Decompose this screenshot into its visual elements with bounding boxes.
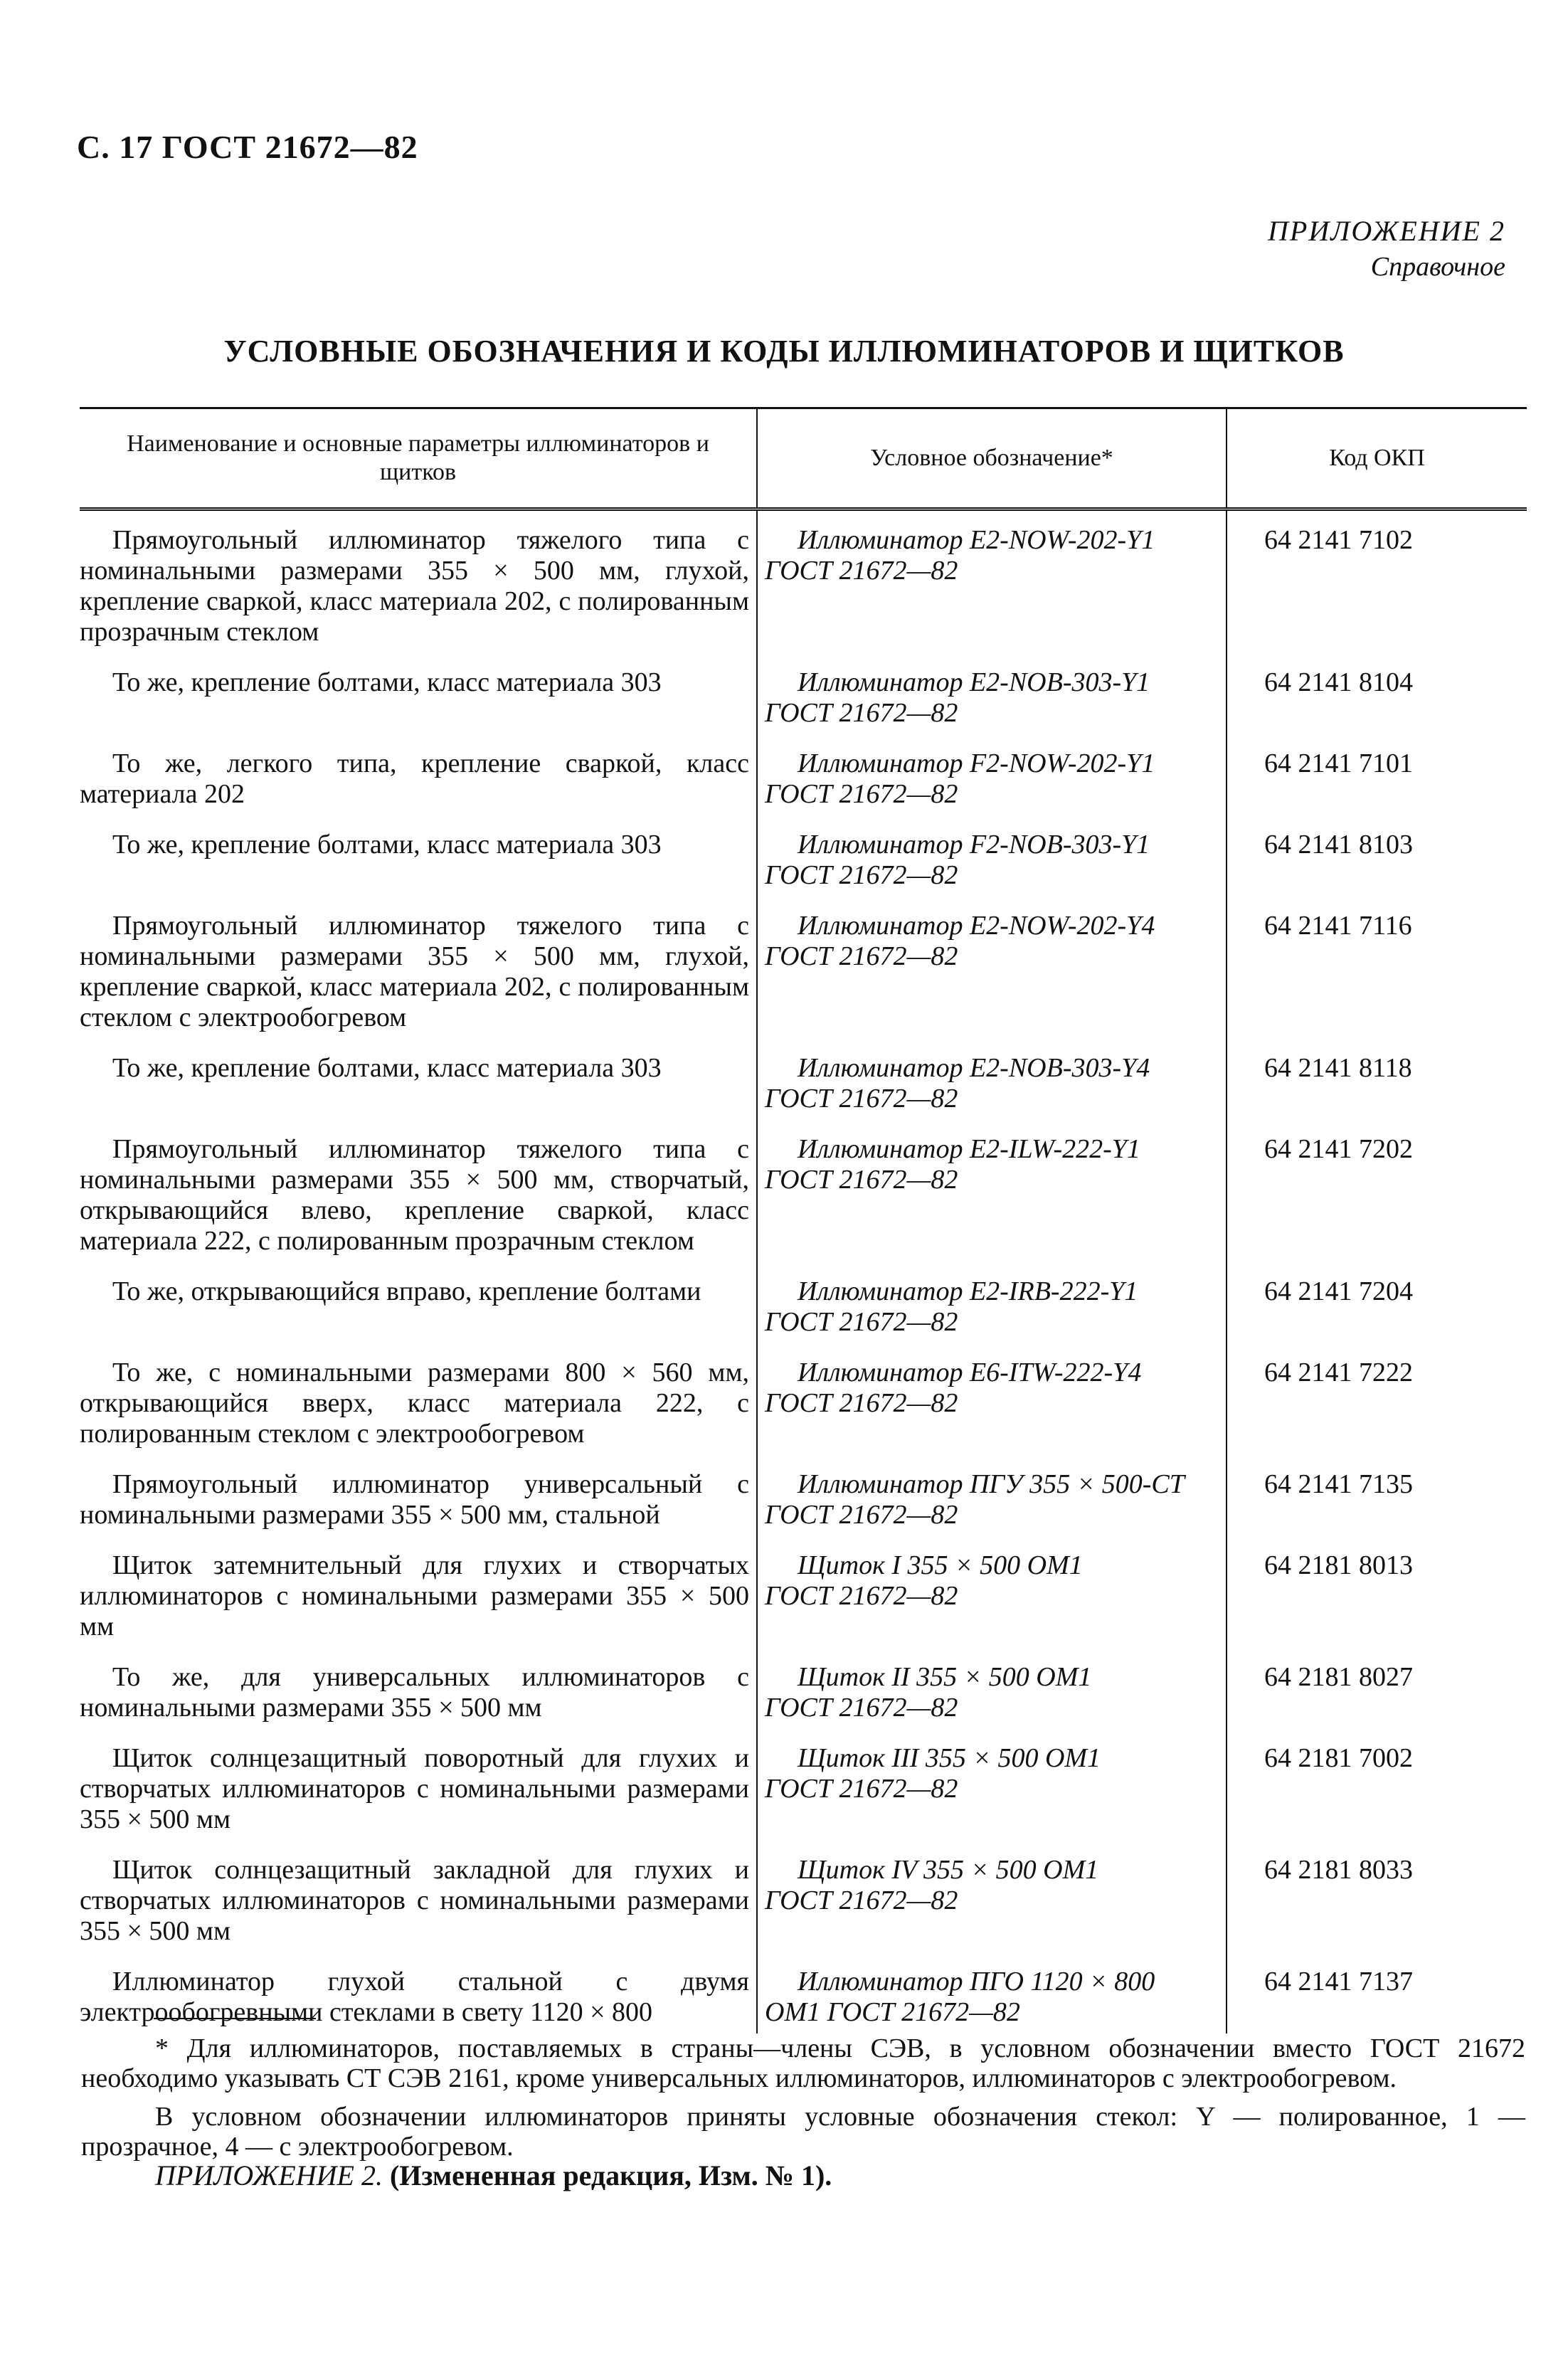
item-name: То же, для универсальных иллюминаторов с номинальными размерами 355 × 500 мм [80, 1662, 749, 1723]
item-name-cell [80, 815, 757, 897]
designation-standard: ГОСТ 21672—82 [765, 1388, 958, 1418]
revision-appendix: ПРИЛОЖЕНИЕ 2. [155, 2159, 383, 2191]
item-name: Щиток солнцезащитный закладной для глухих и створчатых иллюминаторов с номинальными размерами 355 × 500 мм [80, 1855, 749, 1946]
item-name-cell [80, 734, 757, 815]
designation-standard: OM1 ГОСТ 21672—82 [765, 1997, 1020, 2027]
okp-code: 64 2141 7222 [1264, 1358, 1413, 1387]
footnote-divider [154, 2018, 316, 2019]
item-name-cell [80, 653, 757, 734]
table-row [80, 1120, 1527, 1262]
designation-line: Иллюминатор E2-IRB-222-Y1 [798, 1276, 1138, 1306]
item-name-cell [80, 1120, 757, 1262]
column-header-name: Наименование и основные параметры иллюминаторов и щитков [80, 408, 757, 509]
designation-cell [757, 1343, 1227, 1455]
table-row [80, 1952, 1527, 2033]
table-row [80, 1262, 1527, 1343]
appendix-title: ПРИЛОЖЕНИЕ 2 [1268, 215, 1505, 247]
okp-code: 64 2141 7116 [1264, 911, 1412, 941]
designation-cell [757, 1262, 1227, 1343]
item-name: Прямоугольный иллюминатор тяжелого типа с номинальными размерами 355 × 500 мм, створчатый, открывающийся влево, крепление сваркой, класс материала 222, с полированным прозрачным стеклом [80, 1134, 749, 1256]
column-header-code: Код ОКП [1227, 408, 1527, 509]
codes-table [80, 407, 1527, 2033]
designation-line: Щиток I 355 × 500 OM1 [798, 1550, 1083, 1580]
okp-code: 64 2141 7135 [1264, 1469, 1413, 1499]
designation-line: Щиток II 355 × 500 OM1 [798, 1662, 1092, 1692]
designation-standard: ГОСТ 21672—82 [765, 1165, 958, 1195]
revision-text: (Измененная редакция, Изм. № 1). [389, 2159, 832, 2191]
designation-cell [757, 1120, 1227, 1262]
designation-line: Щиток III 355 × 500 OM1 [798, 1743, 1101, 1773]
item-name: Прямоугольный иллюминатор тяжелого типа с номинальными размерами 355 × 500 мм, глухой, крепление сваркой, класс материала 202, с полированным прозрачным стеклом [80, 525, 749, 647]
footnote: * Для иллюминаторов, поставляемых в страны—члены СЭВ, в условном обозначении вместо ГОСТ 21672 необходимо указывать СТ СЭВ 2161, кроме универсальных иллюминаторов, иллюминаторов с электрообогревом. [81, 2033, 1525, 2093]
table-row [80, 1841, 1527, 1952]
designation-line: Иллюминатор E2-NOB-303-Y1 [798, 667, 1150, 697]
designation-line: Иллюминатор E2-NOW-202-Y1 [798, 525, 1155, 555]
okp-code: 64 2141 7204 [1264, 1276, 1413, 1306]
item-name-cell [80, 1648, 757, 1729]
table-row [80, 1536, 1527, 1648]
designation-standard: ГОСТ 21672—82 [765, 941, 958, 971]
designation-line: Иллюминатор E6-ITW-222-Y4 [798, 1358, 1142, 1387]
designation-line: Щиток IV 355 × 500 OM1 [798, 1855, 1099, 1885]
designation-cell [757, 1039, 1227, 1120]
okp-code: 64 2141 7101 [1264, 749, 1413, 778]
item-name-cell [80, 509, 757, 654]
table-header [80, 408, 1527, 509]
designation-line: Иллюминатор F2-NOB-303-Y1 [798, 830, 1150, 860]
item-name-cell [80, 1039, 757, 1120]
notes [81, 2033, 1525, 2162]
item-name: То же, открывающийся вправо, крепление болтами [112, 1276, 701, 1306]
table-row [80, 734, 1527, 815]
item-name: Щиток солнцезащитный поворотный для глухих и створчатых иллюминаторов с номинальными размерами 355 × 500 мм [80, 1743, 749, 1834]
table-row [80, 1729, 1527, 1841]
designation-cell [757, 1536, 1227, 1648]
designation-standard: ГОСТ 21672—82 [765, 1886, 958, 1915]
item-name-cell [80, 1841, 757, 1952]
table-row [80, 1039, 1527, 1120]
okp-code: 64 2181 8027 [1264, 1662, 1413, 1692]
designation-standard: ГОСТ 21672—82 [765, 1581, 958, 1611]
designation-standard: ГОСТ 21672—82 [765, 779, 958, 809]
designation-line: Иллюминатор E2-ILW-222-Y1 [798, 1134, 1140, 1164]
designation-standard: ГОСТ 21672—82 [765, 556, 958, 586]
item-name: Щиток затемнительный для глухих и створчатых иллюминаторов с номинальными размерами 355 × 500 мм [80, 1550, 749, 1641]
table-body [80, 509, 1527, 2034]
designation-line: Иллюминатор E2-NOW-202-Y4 [798, 911, 1155, 941]
okp-code: 64 2141 8118 [1264, 1053, 1412, 1083]
designation-cell [757, 1729, 1227, 1841]
item-name-cell [80, 1536, 757, 1648]
table-row [80, 897, 1527, 1039]
item-name-cell [80, 1455, 757, 1536]
designation-cell [757, 1455, 1227, 1536]
designation-standard: ГОСТ 21672—82 [765, 1774, 958, 1804]
document-title: УСЛОВНЫЕ ОБОЗНАЧЕНИЯ И КОДЫ ИЛЛЮМИНАТОРОВ И ЩИТКОВ [223, 334, 1345, 369]
designation-cell [757, 815, 1227, 897]
glass-note: В условном обозначении иллюминаторов приняты условные обозначения стекол: Y — полированное, 1 — прозрачное, 4 — с электрообогревом. [81, 2102, 1525, 2162]
designation-cell [757, 509, 1227, 654]
item-name-cell [80, 897, 757, 1039]
designation-cell [757, 1952, 1227, 2033]
table-row [80, 815, 1527, 897]
item-name: То же, легкого типа, крепление сваркой, класс материала 202 [80, 749, 749, 809]
designation-standard: ГОСТ 21672—82 [765, 860, 958, 890]
revision-note [155, 2159, 832, 2192]
item-name: Прямоугольный иллюминатор универсальный с номинальными размерами 355 × 500 мм, стальной [80, 1469, 749, 1530]
designation-standard: ГОСТ 21672—82 [765, 1307, 958, 1337]
table-row [80, 1648, 1527, 1729]
table-row [80, 1455, 1527, 1536]
item-name-cell [80, 1262, 757, 1343]
okp-code: 64 2181 8013 [1264, 1550, 1413, 1580]
okp-code: 64 2181 8033 [1264, 1855, 1413, 1885]
okp-code: 64 2141 7137 [1264, 1967, 1413, 1996]
designation-line: Иллюминатор ПГО 1120 × 800 [798, 1967, 1155, 1996]
appendix-subtitle: Справочное [1370, 252, 1505, 282]
designation-standard: ГОСТ 21672—82 [765, 1084, 958, 1114]
designation-line: Иллюминатор F2-NOW-202-Y1 [798, 749, 1155, 778]
item-name-cell [80, 1343, 757, 1455]
table-row [80, 1343, 1527, 1455]
item-name-cell [80, 1729, 757, 1841]
column-header-designation: Условное обозначение* [757, 408, 1227, 509]
designation-line: Иллюминатор E2-NOB-303-Y4 [798, 1053, 1150, 1083]
okp-code: 64 2141 7202 [1264, 1134, 1413, 1164]
designation-cell [757, 1648, 1227, 1729]
designation-cell [757, 653, 1227, 734]
designation-standard: ГОСТ 21672—82 [765, 698, 958, 728]
item-name: То же, крепление болтами, класс материала 303 [112, 830, 662, 860]
okp-code: 64 2141 8104 [1264, 667, 1413, 697]
item-name: То же, крепление болтами, класс материала 303 [112, 1053, 662, 1083]
designation-standard: ГОСТ 21672—82 [765, 1693, 958, 1723]
okp-code: 64 2181 7002 [1264, 1743, 1413, 1773]
item-name: То же, крепление болтами, класс материала 303 [112, 667, 662, 697]
designation-cell [757, 734, 1227, 815]
designation-standard: ГОСТ 21672—82 [765, 1500, 958, 1530]
okp-code: 64 2141 7102 [1264, 525, 1413, 555]
designation-cell [757, 1841, 1227, 1952]
appendix-label [1268, 213, 1505, 285]
table-row [80, 653, 1527, 734]
item-name-cell [80, 1952, 757, 2033]
designation-cell [757, 897, 1227, 1039]
designation-line: Иллюминатор ПГУ 355 × 500-СТ [798, 1469, 1185, 1499]
page-header: С. 17 ГОСТ 21672—82 [77, 129, 418, 165]
item-name: Иллюминатор глухой стальной с двумя электрообогревными стеклами в свету 1120 × 800 [80, 1967, 749, 2027]
item-name: Прямоугольный иллюминатор тяжелого типа с номинальными размерами 355 × 500 мм, глухой, крепление сваркой, класс материала 202, с полированным стеклом с электрообогревом [80, 911, 749, 1032]
table-row [80, 509, 1527, 654]
item-name: То же, с номинальными размерами 800 × 560 мм, открывающийся вверх, класс материала 222, с полированным стеклом с электрообогревом [80, 1358, 749, 1449]
okp-code: 64 2141 8103 [1264, 830, 1413, 860]
